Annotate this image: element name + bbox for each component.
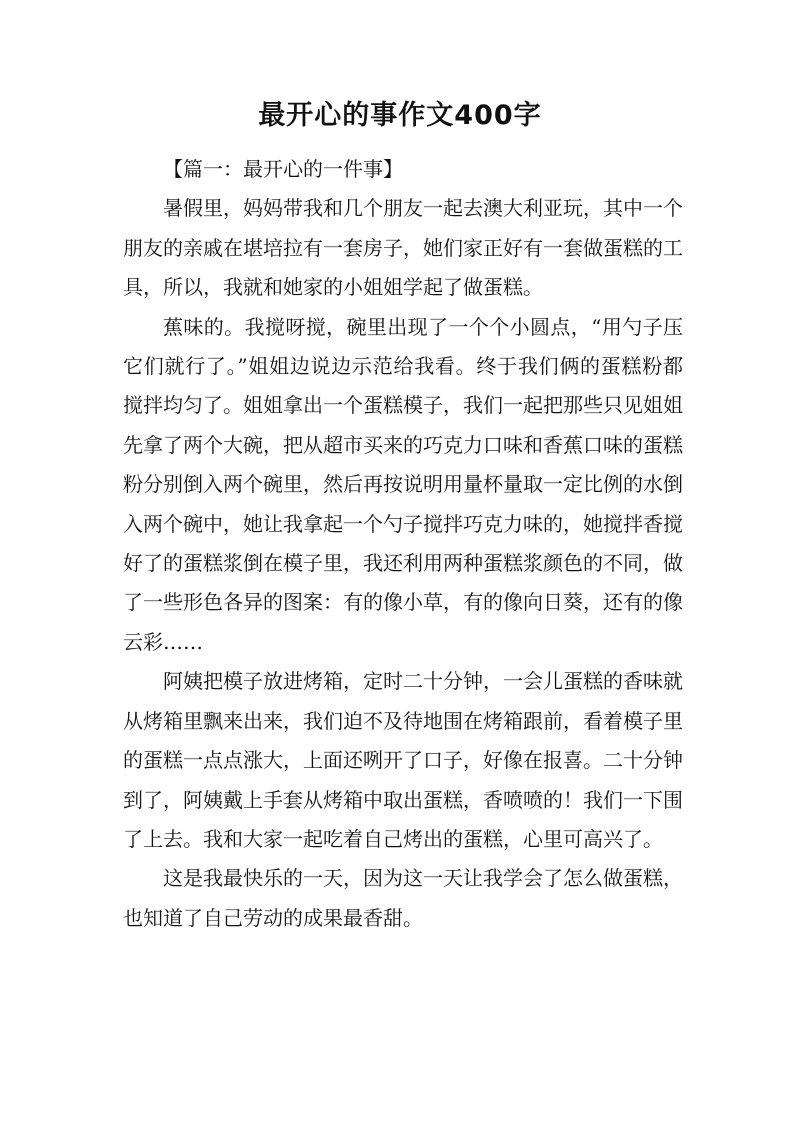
paragraph-4: 这是我最快乐的一天，因为这一天让我学会了怎么做蛋糕，也知道了自己劳动的成果最香甜。	[123, 866, 683, 930]
paragraph-1: 暑假里，妈妈带我和几个朋友一起去澳大利亚玩，其中一个朋友的亲戚在堪培拉有一套房子，她们家正好有一套做蛋糕的工具，所以，我就和她家的小姐姐学起了做蛋糕。	[123, 196, 683, 300]
document-title: 最开心的事作文400字	[258, 100, 542, 131]
paragraph-2: 蕉味的。我搅呀搅，碗里出现了一个个小圆点，“用勺子压它们就行了。”姐姐边说边示范给我看。终于我们俩的蛋糕粉都搅拌均匀了。姐姐拿出一个蛋糕模子，我们一起把那些只见姐姐先拿了两个大碗，把从超市买来的巧克力口味和香蕉口味的蛋糕粉分别倒入两个碗里，然后再按说明用量杯量取一定比例的水倒入两个碗中，她让我拿起一个勺子搅拌巧克力味的，她搅拌香搅好了的蛋糕浆倒在模子里，我还利用两种蛋糕浆颜色的不同，做了一些形色各异的图案：有的像小草，有的像向日葵，还有的像云彩……	[123, 314, 683, 654]
paragraph-3: 阿姨把模子放进烤箱，定时二十分钟，一会儿蛋糕的香味就从烤箱里飘来出来，我们迫不及待地围在烤箱跟前，看着模子里的蛋糕一点点涨大，上面还咧开了口子，好像在报喜。二十分钟到了，阿姨戴上手套从烤箱中取出蛋糕，香喷喷的！我们一下围了上去。我和大家一起吃着自己烤出的蛋糕，心里可高兴了。	[123, 669, 683, 851]
section-heading: 【篇一：最开心的一件事】	[163, 157, 403, 181]
document-body	[123, 150, 683, 938]
